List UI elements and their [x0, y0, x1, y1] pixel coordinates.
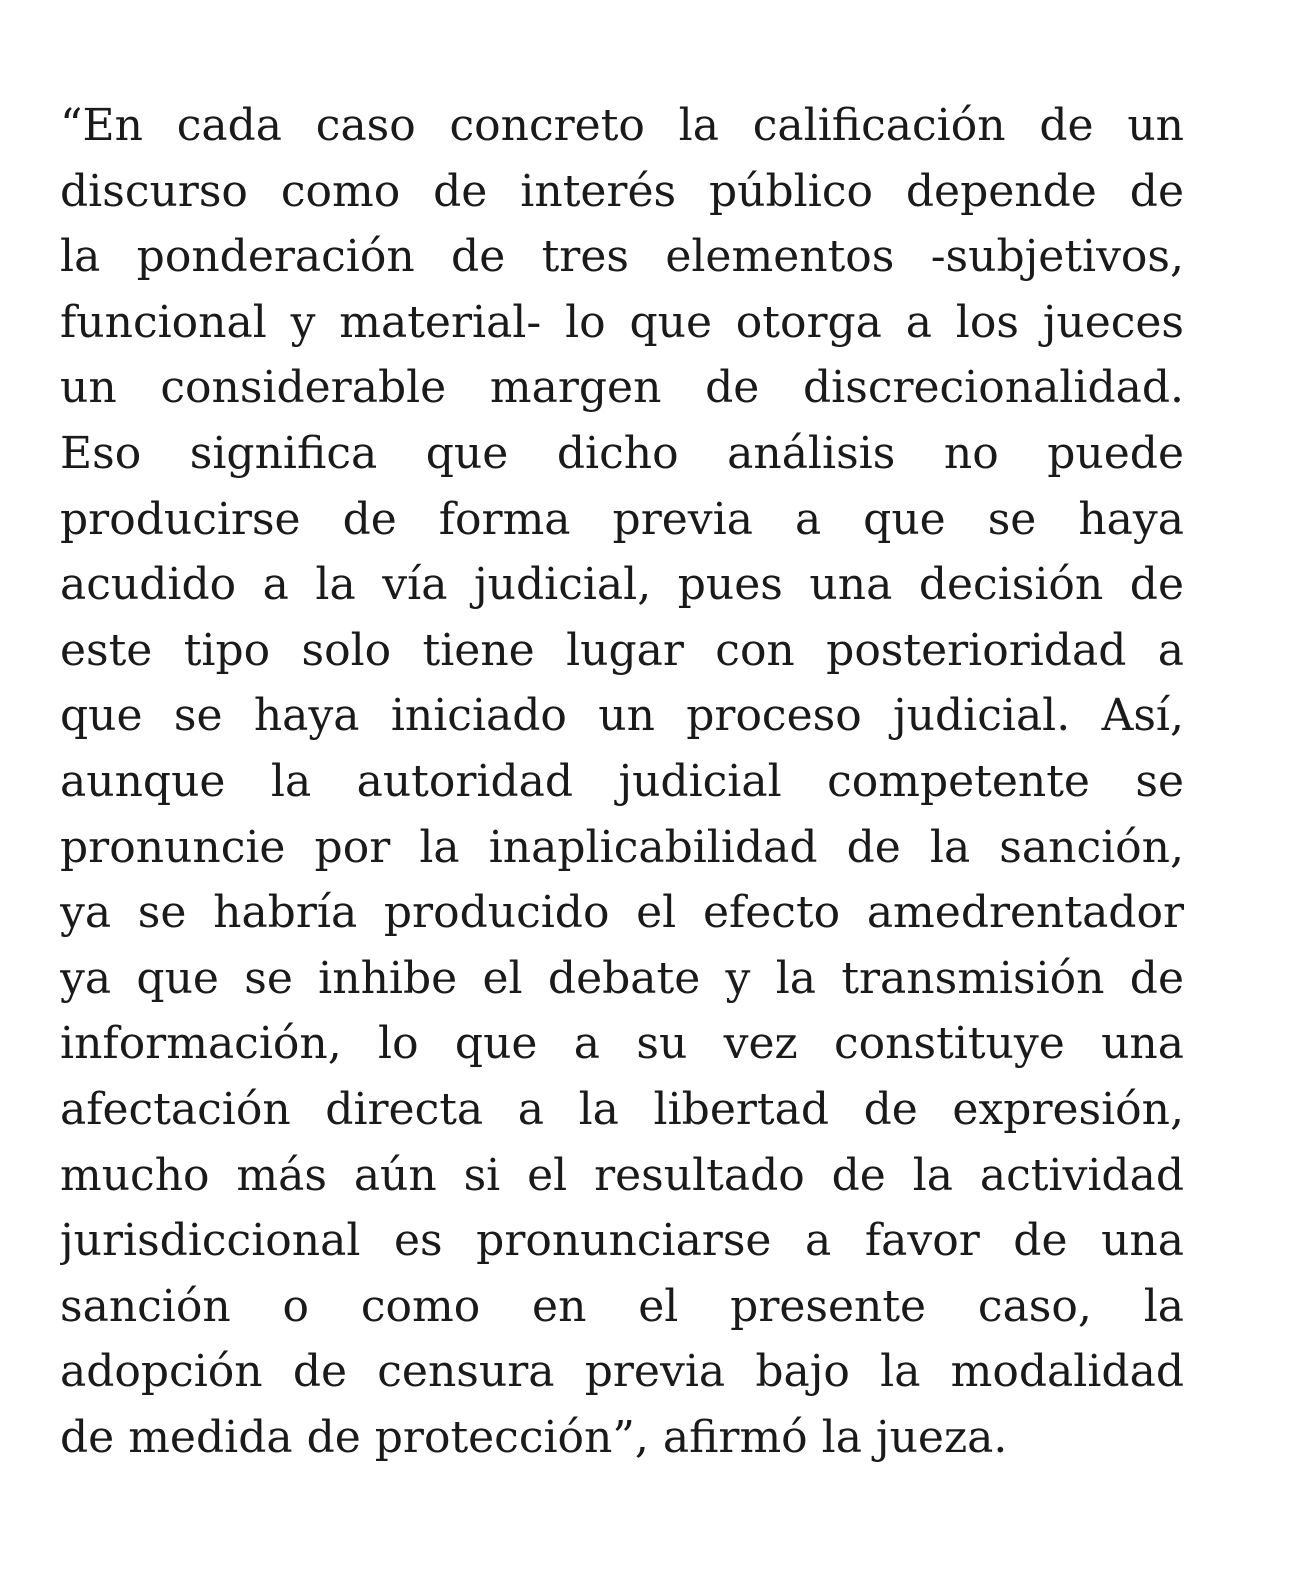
quote-line: este tipo solo tiene lugar con posterioridad a	[60, 624, 1184, 676]
quote-line: de medida de protección”, afirmó la jueza.	[60, 1411, 1008, 1463]
quote-line: adopción de censura previa bajo la modalidad	[60, 1346, 1184, 1398]
quote-line: sanción o como en el presente caso, la	[60, 1280, 1184, 1332]
quote-line: información, lo que a su vez constituye una	[60, 1018, 1184, 1070]
quote-line: ya se habría producido el efecto amedrentador	[60, 887, 1184, 939]
quote-line: aunque la autoridad judicial competente se	[60, 755, 1184, 807]
quote-line: funcional y material- lo que otorga a los jueces	[60, 296, 1184, 348]
quote-line: mucho más aún si el resultado de la actividad	[60, 1149, 1184, 1201]
quote-line: pronuncie por la inaplicabilidad de la sanción,	[60, 821, 1184, 873]
quote-line: que se haya iniciado un proceso judicial. Así,	[60, 690, 1184, 742]
quote-line: producirse de forma previa a que se haya	[60, 493, 1184, 545]
quote-paragraph	[60, 93, 1184, 1470]
quote-line: afectación directa a la libertad de expresión,	[60, 1083, 1184, 1135]
quote-line: “En cada caso concreto la calificación de un	[60, 100, 1184, 151]
quote-line: la ponderación de tres elementos -subjetivos,	[60, 231, 1184, 283]
quote-line: ya que se inhibe el debate y la transmisión de	[60, 952, 1184, 1004]
quote-line: Eso significa que dicho análisis no puede	[60, 427, 1184, 479]
quote-line: un considerable margen de discrecionalidad.	[60, 362, 1184, 414]
quote-line: discurso como de interés público depende de	[60, 165, 1184, 217]
quote-line: jurisdiccional es pronunciarse a favor de una	[60, 1215, 1184, 1267]
quote-line: acudido a la vía judicial, pues una decisión de	[60, 559, 1184, 611]
